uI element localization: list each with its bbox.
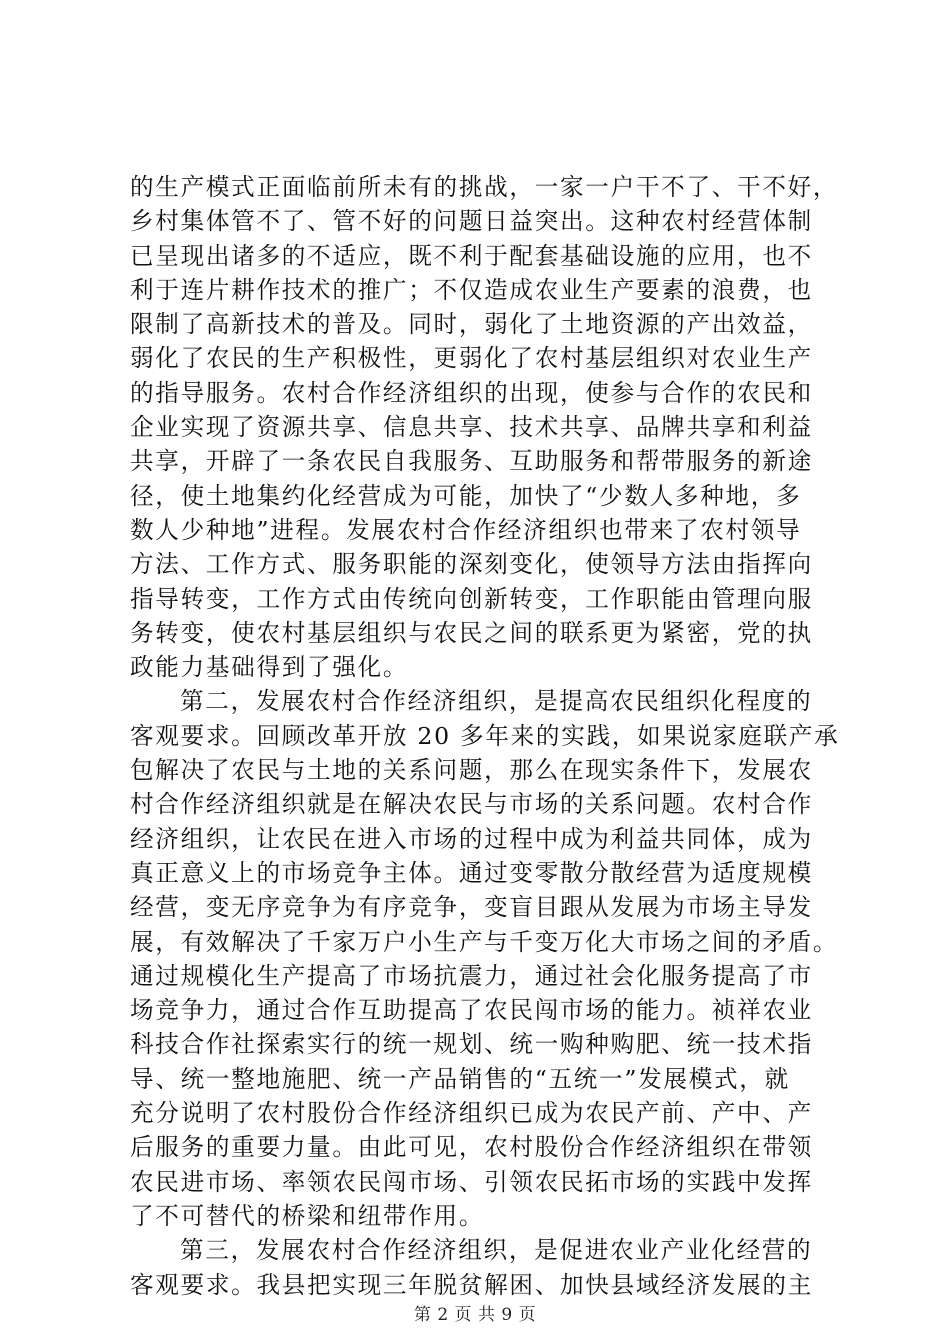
text-line: 充分说明了农村股份合作经济组织已成为农民产前、产中、产	[130, 1099, 813, 1128]
text-line: 企业实现了资源共享、信息共享、技术共享、品牌共享和利益	[130, 413, 813, 442]
text-line: 利于连片耕作技术的推广；不仅造成农业生产要素的浪费，也	[130, 275, 813, 304]
text-line: 弱化了农民的生产积极性，更弱化了农村基层组织对农业生产	[130, 344, 813, 373]
text-line: 第二，发展农村合作经济组织，是提高农民组织化程度的	[180, 687, 813, 716]
text-line: 径，使土地集约化经营成为可能，加快了“少数人多种地，多	[130, 481, 802, 510]
text-line: 导、统一整地施肥、统一产品销售的“五统一”发展模式，就	[130, 1064, 790, 1093]
text-line: 指导转变，工作方式由传统向创新转变，工作职能由管理向服	[130, 584, 813, 613]
text-line: 的指导服务。农村合作经济组织的出现，使参与合作的农民和	[130, 378, 813, 407]
text-line: 展，有效解决了千家万户小生产与千变万化大市场之间的矛盾。	[130, 927, 839, 956]
text-line: 经营，变无序竞争为有序竞争，变盲目跟从发展为市场主导发	[130, 893, 813, 922]
text-line: 限制了高新技术的普及。同时，弱化了土地资源的产出效益，	[130, 310, 813, 339]
text-line: 场竞争力，通过合作互助提高了农民闯市场的能力。祯祥农业	[130, 996, 813, 1025]
text-line: 村合作经济组织就是在解决农民与市场的关系问题。农村合作	[130, 790, 813, 819]
text-line: 经济组织，让农民在进入市场的过程中成为利益共同体，成为	[130, 824, 813, 853]
text-line: 方法、工作方式、服务职能的深刻变化，使领导方法由指挥向	[130, 550, 813, 579]
text-line: 了不可替代的桥梁和纽带作用。	[130, 1201, 485, 1230]
text-line: 的生产模式正面临前所未有的挑战，一家一户干不了、干不好，	[130, 173, 839, 201]
text-line: 已呈现出诸多的不适应，既不利于配套基础设施的应用，也不	[130, 241, 813, 270]
text-line: 包解决了农民与土地的关系问题，那么在现实条件下，发展农	[130, 756, 813, 785]
text-line: 数人少种地”进程。发展农村合作经济组织也带来了农村领导	[130, 515, 802, 544]
text-line: 共享，开辟了一条农民自我服务、互助服务和帮带服务的新途	[130, 447, 813, 476]
text-line: 乡村集体管不了、管不好的问题日益突出。这种农村经营体制	[130, 207, 813, 236]
text-line: 客观要求。我县把实现三年脱贫解困、加快县域经济发展的主	[130, 1270, 813, 1299]
text-line: 农民进市场、率领农民闯市场、引领农民拓市场的实践中发挥	[130, 1167, 813, 1196]
text-line: 通过规模化生产提高了市场抗震力，通过社会化服务提高了市	[130, 961, 813, 990]
text-line: 客观要求。回顾改革开放 20 多年来的实践，如果说家庭联产承	[130, 721, 840, 750]
text-line: 真正意义上的市场竞争主体。通过变零散分散经营为适度规模	[130, 858, 813, 887]
text-line: 科技合作社探索实行的统一规划、统一购种购肥、统一技术指	[130, 1030, 813, 1059]
text-line: 务转变，使农村基层组织与农民之间的联系更为紧密，党的执	[130, 618, 813, 647]
text-line: 第三，发展农村合作经济组织，是促进农业产业化经营的	[180, 1236, 813, 1265]
text-line: 后服务的重要力量。由此可见，农村股份合作经济组织在带领	[130, 1133, 813, 1162]
text-line: 政能力基础得到了强化。	[130, 653, 409, 682]
page-footer: 第 2 页 共 9 页	[413, 1305, 537, 1325]
document-body	[130, 170, 850, 1302]
